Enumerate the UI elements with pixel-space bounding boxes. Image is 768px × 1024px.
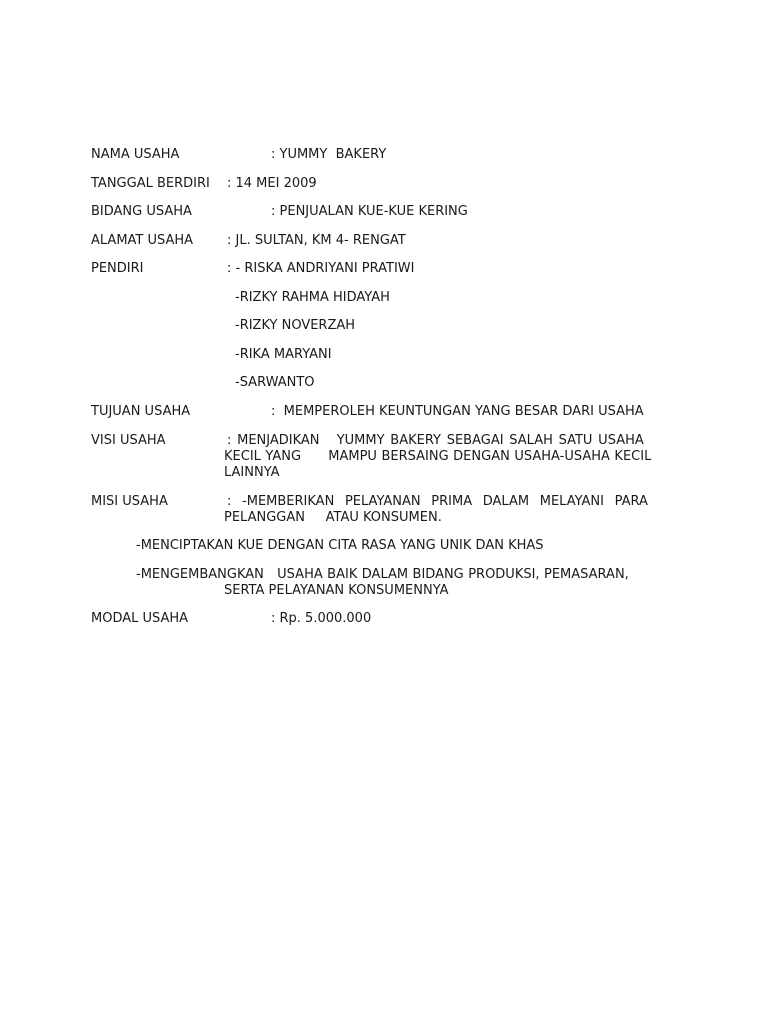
bidang-usaha-value: : PENJUALAN KUE-KUE KERING [271,204,468,219]
pendiri-label: PENDIRI [91,261,144,276]
modal-usaha-value: : Rp. 5.000.000 [271,611,372,626]
pendiri-item: -RIZKY RAHMA HIDAYAH [235,290,390,305]
visi-usaha-line3: LAINNYA [224,465,280,480]
nama-usaha-value: : YUMMY BAKERY [271,147,387,162]
pendiri-item: -RIZKY NOVERZAH [235,318,356,333]
misi-usaha-item2: -MENCIPTAKAN KUE DENGAN CITA RASA YANG UNIK DAN KHAS [136,538,544,553]
misi-usaha-label: MISI USAHA [91,494,168,509]
misi-usaha-item3-line2: SERTA PELAYANAN KONSUMENNYA [224,583,449,598]
modal-usaha-label: MODAL USAHA [91,611,189,626]
tujuan-usaha-value: : MEMPEROLEH KEUNTUNGAN YANG BESAR DARI USAHA [271,404,644,419]
misi-usaha-item1-line2: PELANGGAN ATAU KONSUMEN. [224,510,442,525]
tanggal-berdiri-label: TANGGAL BERDIRI [91,176,210,191]
visi-usaha-label: VISI USAHA [91,433,166,448]
nama-usaha-label: NAMA USAHA [91,147,180,162]
alamat-usaha-value: : JL. SULTAN, KM 4- RENGAT [227,233,406,248]
misi-usaha-item1-line1: : -MEMBERIKAN PELAYANAN PRIMA DALAM MELAYANI PARA [227,494,648,509]
misi-usaha-item3-line1: -MENGEMBANGKAN USAHA BAIK DALAM BIDANG PRODUKSI, PEMASARAN, [136,567,629,582]
pendiri-item: -RIKA MARYANI [235,347,332,362]
alamat-usaha-label: ALAMAT USAHA [91,233,194,248]
bidang-usaha-label: BIDANG USAHA [91,204,192,219]
visi-usaha-line1: : MENJADIKAN YUMMY BAKERY SEBAGAI SALAH SATU USAHA [227,433,644,448]
pendiri-first: : - RISKA ANDRIYANI PRATIWI [227,261,415,276]
visi-usaha-line2: KECIL YANG MAMPU BERSAING DENGAN USAHA-USAHA KECIL [224,449,652,464]
tanggal-berdiri-value: : 14 MEI 2009 [227,176,317,191]
pendiri-item: -SARWANTO [235,375,315,390]
tujuan-usaha-label: TUJUAN USAHA [91,404,191,419]
